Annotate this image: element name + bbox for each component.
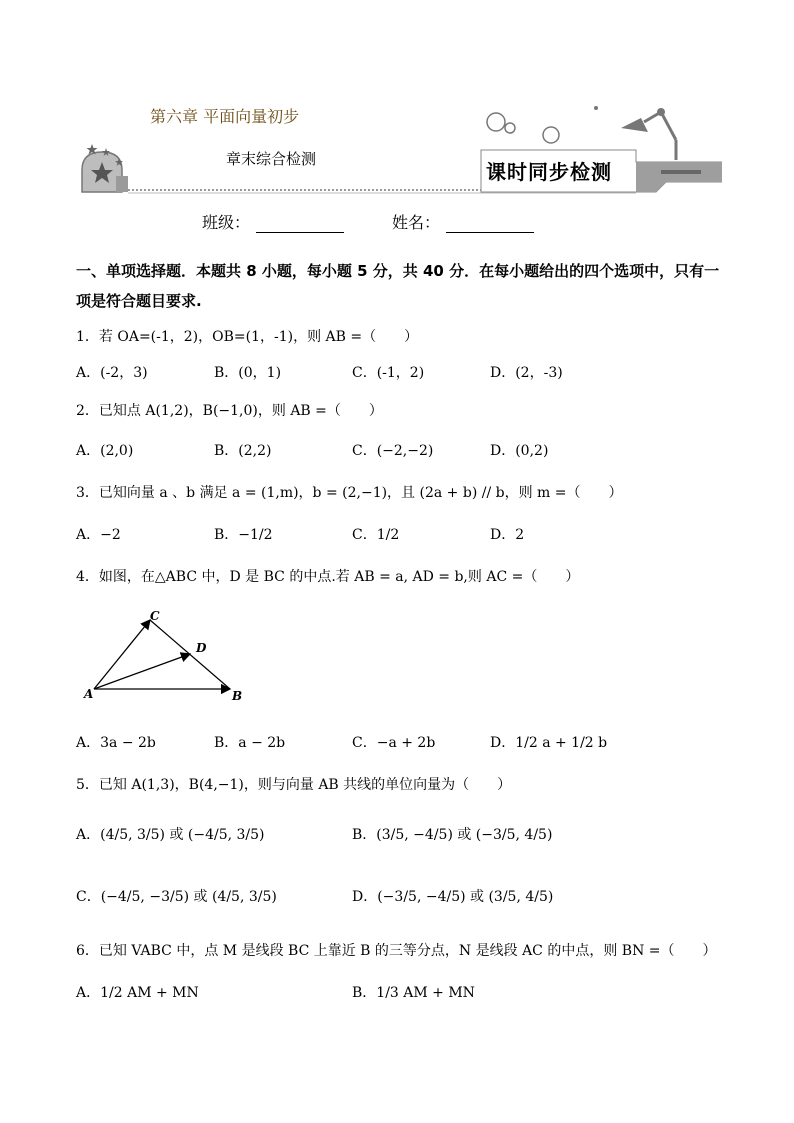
name-blank[interactable]	[446, 216, 534, 233]
q3-option-a[interactable]: A．−2	[76, 527, 121, 543]
q2-option-d[interactable]: D．(0,2)	[490, 443, 549, 459]
q2-option-c[interactable]: C．(−2,−2)	[352, 443, 434, 459]
q2-option-a[interactable]: A．(2,0)	[76, 443, 134, 459]
q5-option-c[interactable]: C．(−4/5, −3/5) 或 (4/5, 3/5)	[76, 889, 277, 905]
q4-option-a[interactable]: A．3a − 2b	[76, 735, 156, 751]
q1-option-d[interactable]: D．(2，-3)	[490, 365, 563, 381]
triangle-figure	[80, 606, 260, 706]
class-label: 班级：	[202, 213, 251, 232]
question-1: 1．若 OA=(-1，2)，OB=(1，-1)，则 AB =（ ）	[76, 329, 419, 345]
chapter-title: 第六章 平面向量初步	[150, 107, 300, 126]
name-label: 姓名：	[392, 213, 441, 232]
question-2: 2．已知点 A(1,2)，B(−1,0)，则 AB =（ ）	[76, 403, 383, 419]
q1-option-a[interactable]: A．(-2，3)	[76, 365, 148, 381]
star-emblem-icon	[82, 144, 128, 192]
q5-option-d[interactable]: D．(−3/5, −4/5) 或 (3/5, 4/5)	[352, 889, 554, 905]
question-3: 3．已知向量 a 、b 满足 a = (1,m)，b = (2,−1)，且 (2a + b) // b，则 m =（ ）	[76, 485, 623, 501]
label-c: C	[150, 609, 160, 623]
q1-option-b[interactable]: B．(0，1)	[214, 365, 282, 381]
label-d: D	[196, 641, 207, 655]
q2-option-b[interactable]: B．(2,2)	[214, 443, 272, 459]
q4-option-d[interactable]: D．1/2 a + 1/2 b	[490, 735, 608, 751]
q1-option-c[interactable]: C．(-1，2)	[352, 365, 425, 381]
q5-option-a[interactable]: A．(4/5, 3/5) 或 (−4/5, 3/5)	[76, 827, 265, 843]
question-6: 6．已知 VABC 中，点 M 是线段 BC 上靠近 B 的三等分点，N 是线段 AC 的中点，则 BN =（ ）	[76, 943, 717, 959]
question-5: 5．已知 A(1,3)，B(4,−1)，则与向量 AB 共线的单位向量为（ ）	[76, 777, 512, 793]
class-field	[202, 210, 344, 233]
q4-option-c[interactable]: C．−a + 2b	[352, 735, 436, 751]
q3-option-b[interactable]: B．−1/2	[214, 527, 273, 543]
section-title: 一、单项选择题．本题共 8 小题，每小题 5 分，共 40 分．在每小题给出的四个选项中，只有一项是符合题目要求.	[76, 262, 720, 310]
name-field	[392, 210, 534, 233]
banner-title: 课时同步检测	[486, 160, 612, 184]
q5-option-b[interactable]: B．(3/5, −4/5) 或 (−3/5, 4/5)	[352, 827, 553, 843]
class-blank[interactable]	[256, 216, 344, 233]
q3-option-d[interactable]: D．2	[490, 527, 525, 543]
q3-option-c[interactable]: C．1/2	[352, 527, 400, 543]
label-b: B	[232, 689, 243, 703]
question-4: 4．如图，在△ABC 中，D 是 BC 的中点.若 AB = a, AD = b,则 AC =（ ）	[76, 569, 580, 585]
q4-option-b[interactable]: B．a − 2b	[214, 735, 286, 751]
section-subtitle: 章末综合检测	[226, 150, 317, 168]
q6-option-a[interactable]: A．1/2 AM + MN	[76, 985, 199, 1001]
label-a: A	[84, 687, 94, 701]
q6-option-b[interactable]: B．1/3 AM + MN	[352, 985, 475, 1001]
